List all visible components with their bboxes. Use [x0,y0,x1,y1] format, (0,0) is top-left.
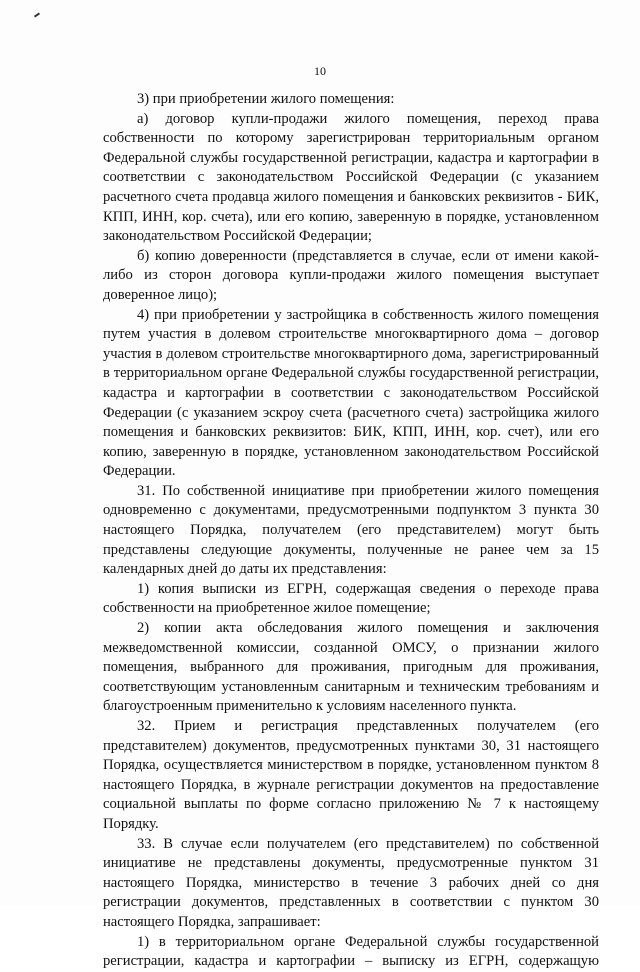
text-line: законодательством Российской Федерации; [103,228,372,245]
text-line: соответствии с законодательством Российской Федерации (с указанием [103,169,599,186]
text-line: настоящего Порядка, в журнале регистрации документов на предоставление [103,776,599,793]
text-line: путем участия в долевом строительстве многоквартирного дома – договор [103,326,599,343]
text-line: Федеральной службы государственной регистрации, кадастра и картографии в [103,149,599,166]
text-line: Порядка, осуществляется министерством в порядке, установленном пунктом 8 [103,757,599,774]
text-line: соответствующим установленным санитарным и техническим требованиям и [103,678,599,695]
text-line: в территориальном органе Федеральной службы государственной регистрации, [103,365,599,382]
text-line: настоящего Порядка, министерство в течение 3 рабочих дней со дня [103,874,599,891]
text-line: помещения, выбранного для проживания, пригодным для проживания, [103,659,599,676]
text-line: 32. Прием и регистрация представленных получателем (его [137,718,599,734]
text-line: КПП, ИНН, кор. счета), или его копию, заверенную в порядке, установленном [103,208,599,225]
text-line: 1) в территориальном органе Федеральной службы государственной [137,933,599,950]
text-line: настоящего Порядка, получателем (его представителем) могут быть [103,522,599,539]
text-line: копию, заверенную в порядке, установленном законодательством Российской [103,443,599,460]
text-line: 4) при приобретении у застройщика в собственность жилого помещения [137,306,599,323]
text-line: 31. По собственной инициативе при приобретении жилого помещения [137,482,599,499]
text-line: б) копию доверенности (представляется в случае, если от имени какой- [137,247,599,264]
text-line: одновременно с документами, предусмотренными подпунктом 3 пункта 30 [103,502,599,519]
scan-mark [34,12,40,17]
text-line: регистрации документов, представленных в соответствии с пунктом 30 [103,894,599,911]
text-line: регистрации, кадастра и картографии – выписку из ЕГРН, содержащую [103,953,599,970]
text-line: собственности на приобретенное жилое помещение; [103,600,431,617]
text-line: а) договор купли-продажи жилого помещения, переход права [137,110,599,127]
text-line: 2) копии акта обследования жилого помещения и заключения [137,620,599,637]
page-number: 10 [314,64,326,78]
text-line: Порядку. [103,815,159,832]
text-line: 33. В случае если получателем (его представителем) по собственной [137,835,599,852]
text-line: представлены следующие документы, полученные не ранее чем за 15 [103,541,599,558]
text-line: кадастра и картографии в соответствии с законодательством Российской [103,384,599,401]
text-line: участия в долевом строительстве многоквартирного дома, зарегистрированный [103,345,599,362]
text-line: Федерации. [103,463,176,480]
text-line: представителем) документов, предусмотренных пунктами 30, 31 настоящего [103,737,599,754]
text-line: собственности по которому зарегистрирован территориальным органом [103,130,599,147]
text-line: Федерации (с указанием эскроу счета (расчетного счета) застройщика жилого [103,404,599,421]
text-line: расчетного счета продавца жилого помещения и банковских реквизитов - БИК, [103,188,599,205]
text-line: настоящего Порядка, запрашивает: [103,913,321,930]
text-line: календарных дней до даты их представления: [103,561,387,578]
text-line: доверенное лицо); [103,286,218,303]
text-line: благоустроенным применительно к условиям населенного пункта. [103,698,517,715]
text-line: 3) при приобретении жилого помещения: [137,91,395,107]
document-body [103,90,599,972]
text-line: социальной выплаты по форме согласно приложению № 7 к настоящему [103,796,599,813]
text-line: помещения и банковских реквизитов: БИК, КПП, ИНН, кор. счет), или его [103,424,599,441]
text-line: либо из сторон договора купли-продажи жилого помещения выступает [103,267,599,284]
text-line: межведомственной комиссии, созданной ОМСУ, о признании жилого [103,639,599,656]
text-line: 1) копия выписки из ЕГРН, содержащая сведения о переходе права [137,580,599,597]
text-line: инициативе не представлены документы, предусмотренные пунктом 31 [103,855,599,872]
